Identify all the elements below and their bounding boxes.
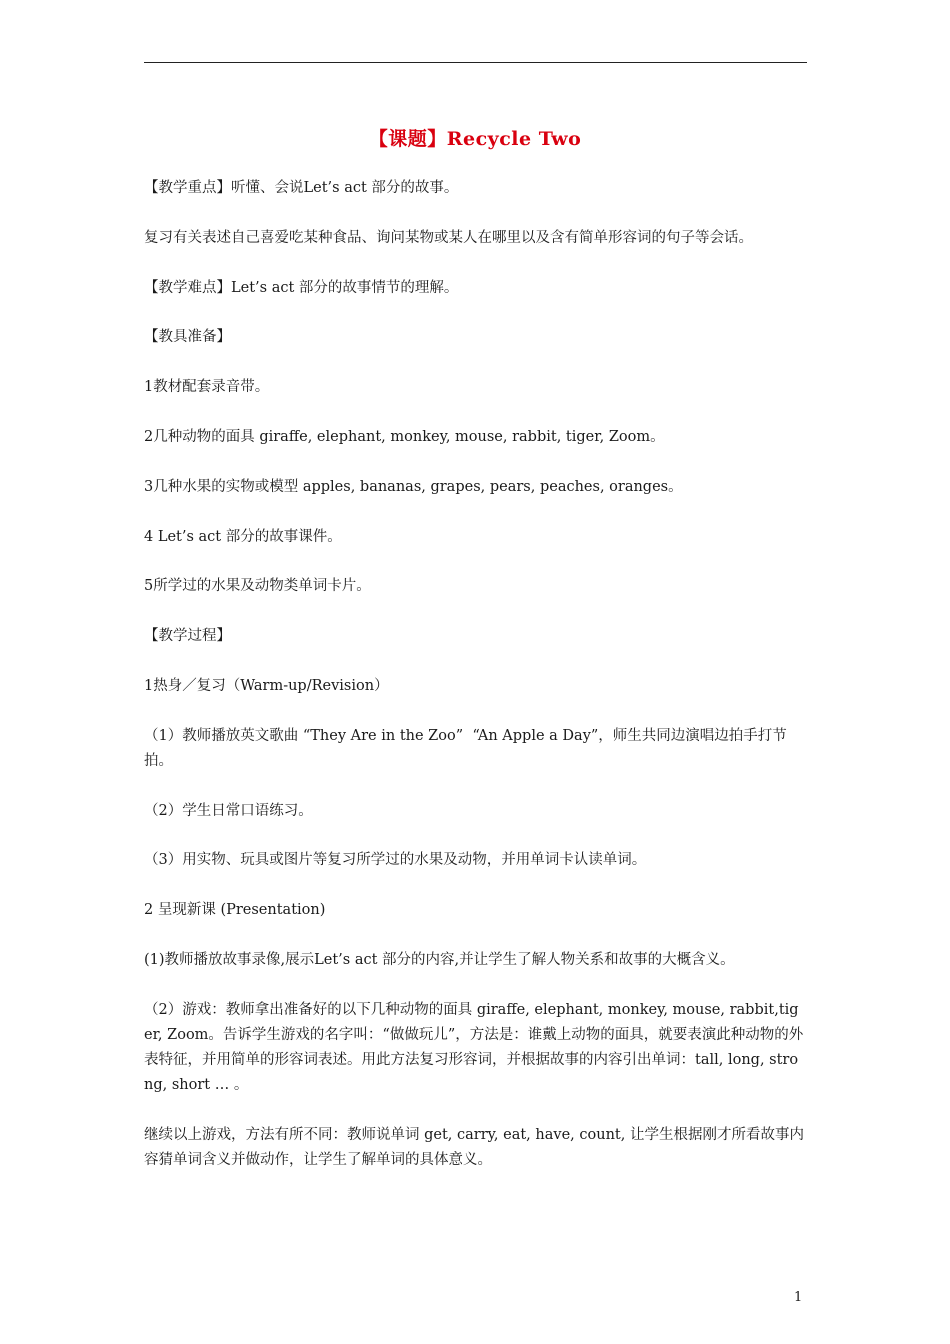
list-item-material-3: 3几种水果的实物或模型 apples, bananas, grapes, pears, peaches, oranges。 — [144, 478, 683, 495]
list-item-material-5: 5所学过的水果及动物类单词卡片。 — [144, 578, 371, 595]
step-presentation-2: （2）游戏：教师拿出准备好的以下几种动物的面具 giraffe, elephant, monkey, mouse, rabbit,tiger, Zoom。告诉学生游戏的名字叫：“做做玩儿”，方法是：谁戴上动物的面具，就要表演此种动物的外表特征，并用简单的形容词表述。用此方法复习形容词，并根据故事的内容引出单词：tall, long, strong, short … 。 — [144, 1001, 804, 1093]
document-title: 【课题】Recycle Two — [368, 128, 582, 150]
list-item-material-4: 4 Let’s act 部分的故事课件。 — [144, 528, 342, 545]
heading-procedure: 【教学过程】 — [144, 628, 231, 645]
list-item-material-2: 2几种动物的面具 giraffe, elephant, monkey, mouse, rabbit, tiger, Zoom。 — [144, 428, 665, 445]
paragraph-review: 复习有关表述自己喜爱吃某种食品、询问某物或某人在哪里以及含有简单形容词的句子等会话。 — [144, 229, 753, 246]
step-presentation-1: (1)教师播放故事录像,展示Let’s act 部分的内容,并让学生了解人物关系和故事的大概含义。 — [144, 951, 735, 968]
step-warmup-1: （1）教师播放英文歌曲 “They Are in the Zoo” “An Apple a Day”，师生共同边演唱边拍手打节拍。 — [144, 727, 787, 769]
list-item-material-1: 1教材配套录音带。 — [144, 379, 270, 396]
step-warmup-2: （2）学生日常口语练习。 — [144, 802, 313, 819]
step-warmup: 1热身／复习（Warm-up/Revision） — [144, 677, 389, 694]
heading-materials: 【教具准备】 — [144, 329, 231, 346]
page-number: 1 — [794, 1290, 803, 1305]
paragraph-difficulties: 【教学难点】Let’s act 部分的故事情节的理解。 — [144, 279, 459, 296]
document-body — [144, 176, 807, 1173]
step-warmup-3: （3）用实物、玩具或图片等复习所学过的水果及动物，并用单词卡认读单词。 — [144, 852, 647, 869]
paragraph-key-points: 【教学重点】听懂、会说Let’s act 部分的故事。 — [144, 180, 459, 196]
header-rule — [144, 62, 807, 63]
step-presentation: 2 呈现新课 (Presentation) — [144, 902, 326, 919]
step-presentation-continue: 继续以上游戏，方法有所不同：教师说单词 get, carry, eat, have, count, 让学生根据刚才所看故事内容猜单词含义并做动作，让学生了解单词的具体意义。 — [144, 1126, 804, 1168]
